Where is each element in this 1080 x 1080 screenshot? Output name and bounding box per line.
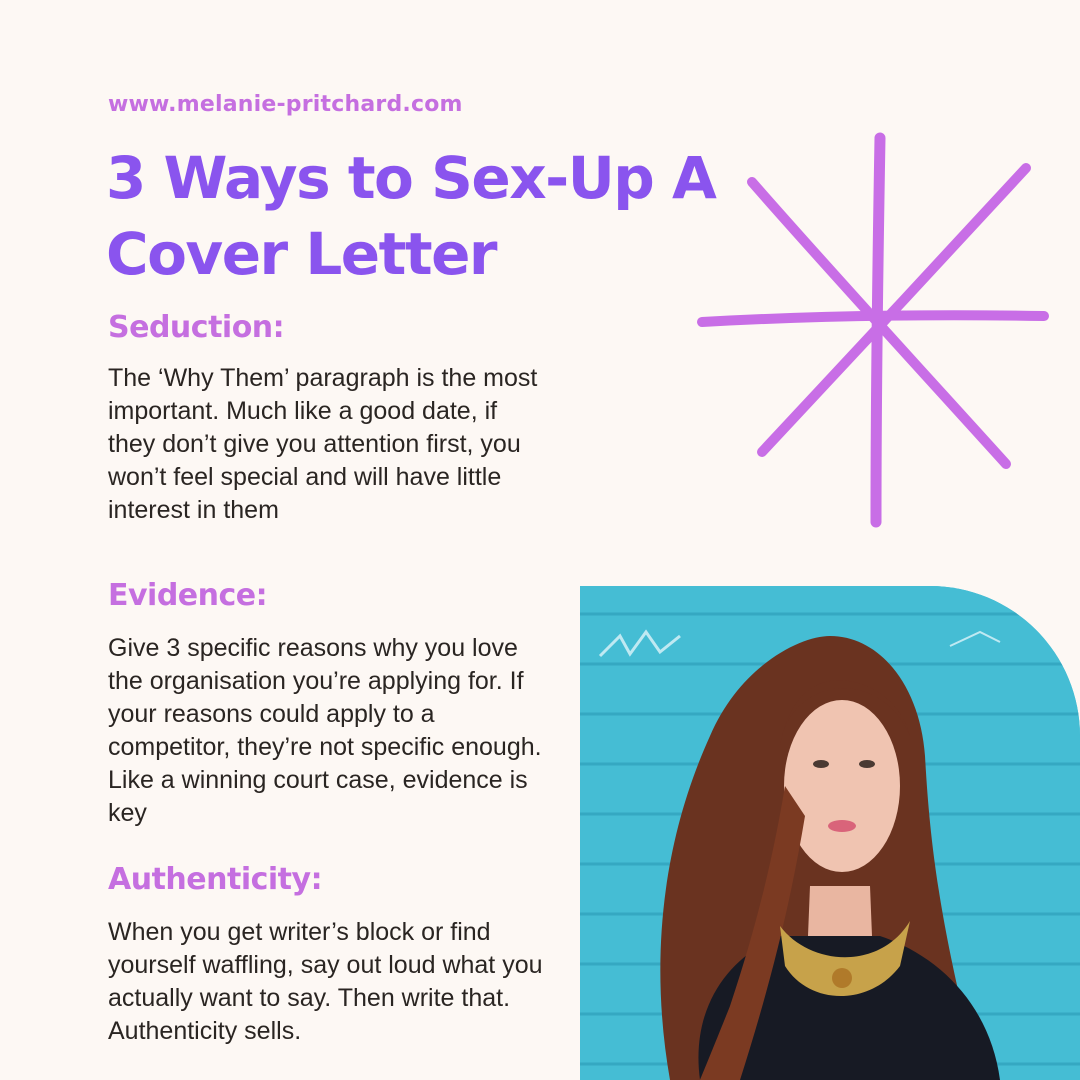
section-heading-seduction: Seduction: — [108, 310, 285, 345]
section-body-authenticity: When you get writer’s block or find yourself waffling, say out loud what you actually want to say. Then write that. Authenticity sells. — [108, 918, 543, 1045]
section-body-evidence: Give 3 specific reasons why you love the organisation you’re applying for. If your reasons could apply to a competitor, they’re not specific enough. Like a winning court case, evidence is key — [108, 634, 542, 827]
section-body-seduction: The ‘Why Them’ paragraph is the most important. Much like a good date, if they don’t give you attention first, you won’t feel special and will have little interest in them — [108, 364, 538, 524]
section-heading-evidence: Evidence: — [108, 578, 268, 613]
page-title: 3 Ways to Sex-Up A Cover Letter — [106, 144, 716, 288]
star-icon — [690, 130, 1060, 530]
website-url: www.melanie-pritchard.com — [108, 92, 463, 117]
portrait-photo — [580, 586, 1080, 1080]
section-heading-authenticity: Authenticity: — [108, 862, 323, 897]
